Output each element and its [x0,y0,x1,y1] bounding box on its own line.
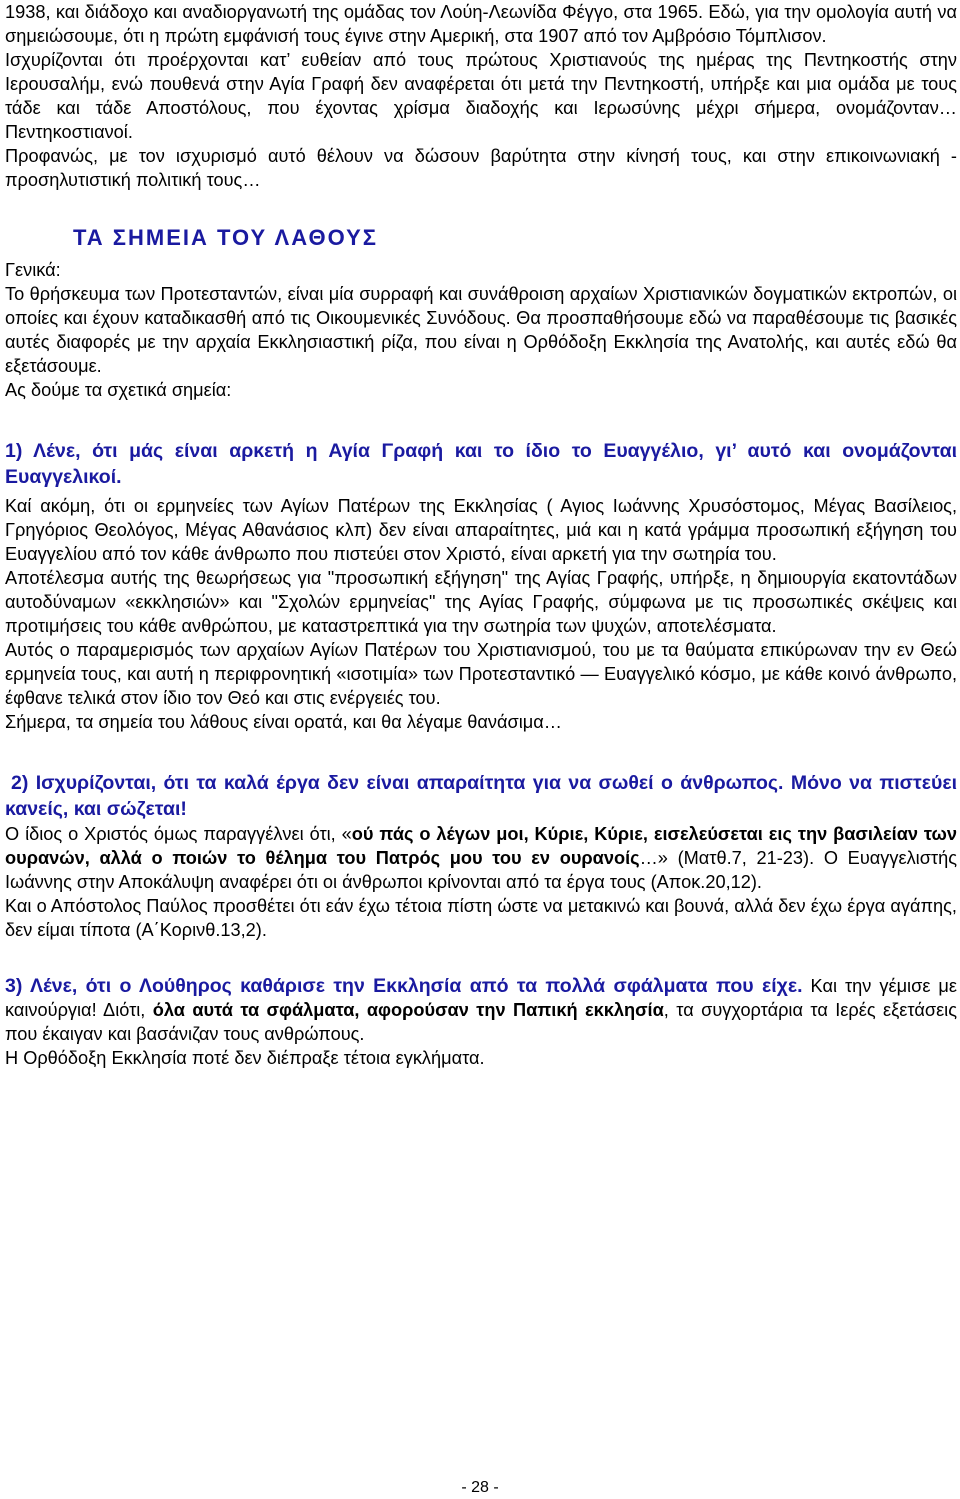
section-2-p1-start: Ο ίδιος ο Χριστός όμως παραγγέλνει ότι, « [5,824,352,844]
general-paragraph-2: Ας δούμε τα σχετικά σημεία: [5,380,232,400]
section-3-bold-phrase: όλα αυτά τα σφάλματα, αφορούσαν την Παπική εκκλησία [152,1000,664,1020]
section-3-p1-end: , τα συγχορτάρια τα Ιερές εξετάσεις που έκαιγαν και βασάνιζαν τους ανθρώπους. [5,1000,957,1044]
intro-paragraph-3: Προφανώς, με τον ισχυρισμό αυτό θέλουν να δώσουν βαρύτητα στην κίνησή τους, και στην επικοινωνιακή - προσηλυτιστική πολιτική τους… [5,146,957,190]
section-1-paragraph-4: Σήμερα, τα σημεία του λάθους είναι ορατά, και θα λέγαμε θανάσιμα… [5,712,562,732]
section-2-paragraph-2: Και ο Απόστολος Παύλος προσθέτει ότι εάν έχω τέτοια πίστη ώστε να μετακινώ και βουνά, αλλά δεν έχω έργα αγάπης, δεν είμαι τίποτα (Α΄Κορινθ.13,2). [5,896,957,940]
page-number: - 28 - [461,1479,499,1496]
section-2-quote: ού πάς ο λέγων μοι, Κύριε, Κύριε, εισελεύσεται εις την βασιλείαν των ουρανών, αλλά ο ποιών το θέλημα του Πατρός μου του εν ουρανοίς [5,824,958,868]
section-3-p1-start: Και την γέμισε με καινούργια! Διότι, [5,976,957,1020]
section-1-paragraph-2: Αποτέλεσμα αυτής της θεωρήσεως για "προσωπική εξήγηση" της Αγίας Γραφής, υπήρξε, η δημιουργία εκατοντάδων αυτοδύναμων «εκκλησιών» και "Σχολών ερμηνείας" της Αγίας Γραφής, σύμφωνα με τις προσωπικές σκέψεις και προτιμήσεις του κάθε ανθρώπου, με καταστρεπτικά για την σωτηρία των ψυχών, αποτελέσματα. [5,568,957,636]
section-1-title: 1) Λένε, ότι μάς είναι αρκετή η Αγία Γραφή και το ίδιο το Ευαγγέλιο, γι’ αυτό και ονομάζονται Ευαγγελικοί. [5,440,957,488]
main-heading: ΤΑ ΣΗΜΕΙΑ ΤΟΥ ΛΑΘΟΥΣ [73,225,378,250]
section-1-paragraph-1: Καί ακόμη, ότι οι ερμηνείες των Αγίων Πατέρων της Εκκλησίας ( Αγιος Ιωάννης Χρυσόστομος, Μέγας Βασίλειος, Γρηγόριος Θεολόγος, Μέγας Αθανάσιος κλπ) δεν είναι απαραίτητες, μιά και η κατά γράμμα προσωπική εξήγηση του Ευαγγελίου από τον κάθε άνθρωπο που πιστεύει στον Χριστό, είναι αρκετή για την σωτηρία του. [5,496,957,564]
intro-paragraph-1: 1938, και διάδοχο και αναδιοργανωτή της ομάδας τον Λούη-Λεωνίδα Φέγγο, στα 1965. Εδώ, για την ομολογία αυτή να σημειώσουμε, ότι η πρώτη εμφάνισή τους έγινε στην Αμερική, στα 1907 από τον Αμβρόσιο Τόμπλισον. [5,2,957,46]
document-page [5,0,957,1070]
section-3-paragraph-2: Η Ορθόδοξη Εκκλησία ποτέ δεν διέπραξε τέτοια εγκλήματα. [5,1048,485,1068]
section-2-paragraph-1 [5,822,957,894]
intro-paragraph-2: Ισχυρίζονται ότι προέρχονται κατ’ ευθείαν από τους πρώτους Χριστιανούς της ημέρας της Πεντηκοστής στην Ιερουσαλήμ, ενώ πουθενά στην Αγία Γραφή δεν αναφέρεται ότι μετά την Πεντηκοστή, υπήρξε και μια ομάδα με τους τάδε και τάδε Αποστόλους, που έχοντας χρίσμα διαδοχής και Ιερωσύνης μέχρι σήμερα, ονομάζονταν… Πεντηκοστιανοί. [5,50,957,142]
section-2-p1-end: …» (Ματθ.7, 21-23). Ο Ευαγγελιστής Ιωάννης στην Αποκάλυψη αναφέρει ότι οι άνθρωποι κρίνονται από τα έργα τους (Αποκ.20,12). [5,848,957,892]
general-paragraph-1: Το θρήσκευμα των Προτεσταντών, είναι μία συρραφή και συνάθροιση αρχαίων Χριστιανικών δογματικών εκτροπών, οι οποίες και έχουν καταδικασθή από τις Οικουμενικές Συνόδους. Θα προσπαθήσουμε εδώ να παραθέσουμε τις βασικές αυτές διαφορές με την αρχαία Εκκλησιαστική ρίζα, που είναι η Ορθόδοξη Εκκλησία της Ανατολής, και αυτές εδώ θα εξετάσουμε. [5,284,957,376]
section-2-title: 2) Ισχυρίζονται, ότι τα καλά έργα δεν είναι απαραίτητα για να σωθεί ο άνθρωπος. Μόνο να πιστεύει κανείς, και σώζεται! [5,772,957,820]
general-label: Γενικά: [5,260,61,280]
section-3-paragraph-1 [5,974,957,1046]
section-3-title: 3) Λένε, ότι ο Λούθηρος καθάρισε την Εκκλησία από τα πολλά σφάλματα που είχε. [5,975,803,997]
section-1-paragraph-3: Αυτός ο παραμερισμός των αρχαίων Αγίων Πατέρων του Χριστιανισμού, του με τα θαύματα επικύρωναν την εν Θεώ ερμηνεία τους, και αυτή η περιφρονητική «ισοτιμία» των Προτεσταντικό — Ευαγγελικό κόσμο, με κάθε κοινό άνθρωπο, έφθανε τελικά στον ίδιο τον Θεό και στις ενέργειές του. [5,640,957,708]
